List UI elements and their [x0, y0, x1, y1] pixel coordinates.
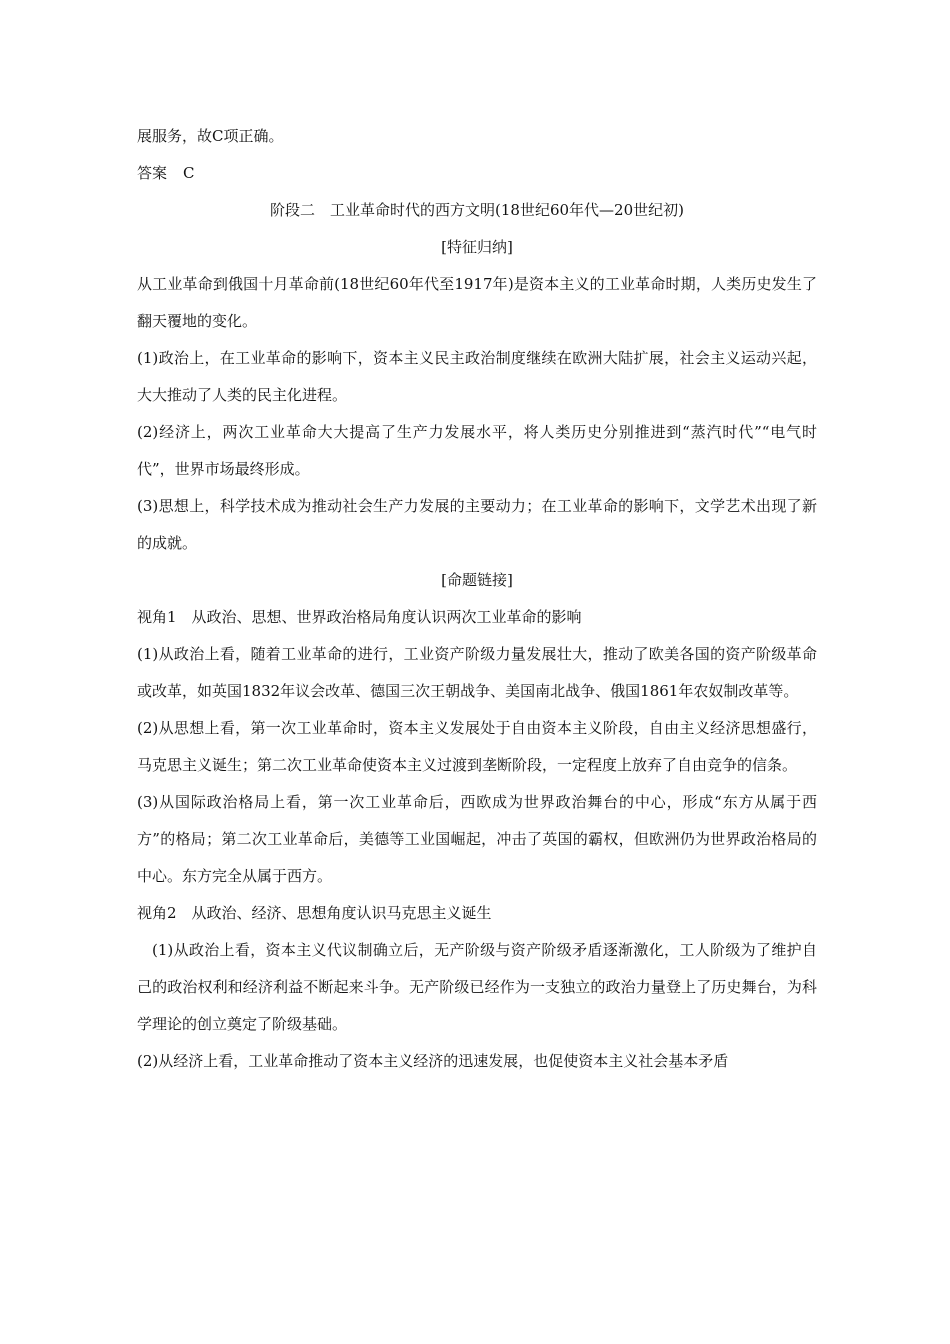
answer-line	[137, 155, 817, 192]
paragraph-continuation: 展服务，故C项正确。	[137, 127, 284, 145]
intro-paragraph: 从工业革命到俄国十月革命前(18世纪60年代至1917年)是资本主义的工业革命时期，人类历史发生了翻天覆地的变化。	[137, 275, 817, 330]
perspective-1-point-2: (2)从思想上看，第一次工业革命时，资本主义发展处于自由资本主义阶段，自由主义经济思想盛行，马克思主义诞生；第二次工业革命使资本主义过渡到垄断阶段，一定程度上放弃了自由竞争的信条。	[137, 719, 817, 774]
section-heading-links: [命题链接]	[441, 571, 513, 589]
perspective-2-point-1: (1)从政治上看，资本主义代议制确立后，无产阶级与资产阶级矛盾逐渐激化，工人阶级为了维护自己的政治权利和经济利益不断起来斗争。无产阶级已经作为一支独立的政治力量登上了历史舞台，为科学理论的创立奠定了阶级基础。	[137, 941, 817, 1033]
section-heading-features: [特征归纳]	[441, 238, 513, 256]
feature-politics: (1)政治上，在工业革命的影响下，资本主义民主政治制度继续在欧洲大陆扩展，社会主义运动兴起，大大推动了人类的民主化进程。	[137, 349, 817, 404]
answer-value: C	[183, 164, 195, 182]
perspective-1-point-1: (1)从政治上看，随着工业革命的进行，工业资产阶级力量发展壮大，推动了欧美各国的资产阶级革命或改革，如英国1832年议会改革、德国三次王朝战争、美国南北战争、俄国1861年农奴制改革等。	[137, 645, 817, 700]
feature-economy: (2)经济上，两次工业革命大大提高了生产力发展水平，将人类历史分别推进到“蒸汽时代”“电气时代”，世界市场最终形成。	[137, 423, 817, 478]
answer-label: 答案	[137, 164, 168, 182]
stage-title: 阶段二 工业革命时代的西方文明(18世纪60年代—20世纪初)	[270, 201, 684, 219]
perspective-2-title: 视角2 从政治、经济、思想角度认识马克思主义诞生	[137, 904, 492, 922]
perspective-2-point-2: (2)从经济上看，工业革命推动了资本主义经济的迅速发展，也促使资本主义社会基本矛盾	[137, 1052, 729, 1070]
perspective-1-point-3: (3)从国际政治格局上看，第一次工业革命后，西欧成为世界政治舞台的中心，形成“东方从属于西方”的格局；第二次工业革命后，美德等工业国崛起，冲击了英国的霸权，但欧洲仍为世界政治格局的中心。东方完全从属于西方。	[137, 793, 817, 885]
document-page	[137, 118, 817, 1080]
feature-thought: (3)思想上，科学技术成为推动社会生产力发展的主要动力；在工业革命的影响下，文学艺术出现了新的成就。	[137, 497, 817, 552]
perspective-1-title: 视角1 从政治、思想、世界政治格局角度认识两次工业革命的影响	[137, 608, 582, 626]
